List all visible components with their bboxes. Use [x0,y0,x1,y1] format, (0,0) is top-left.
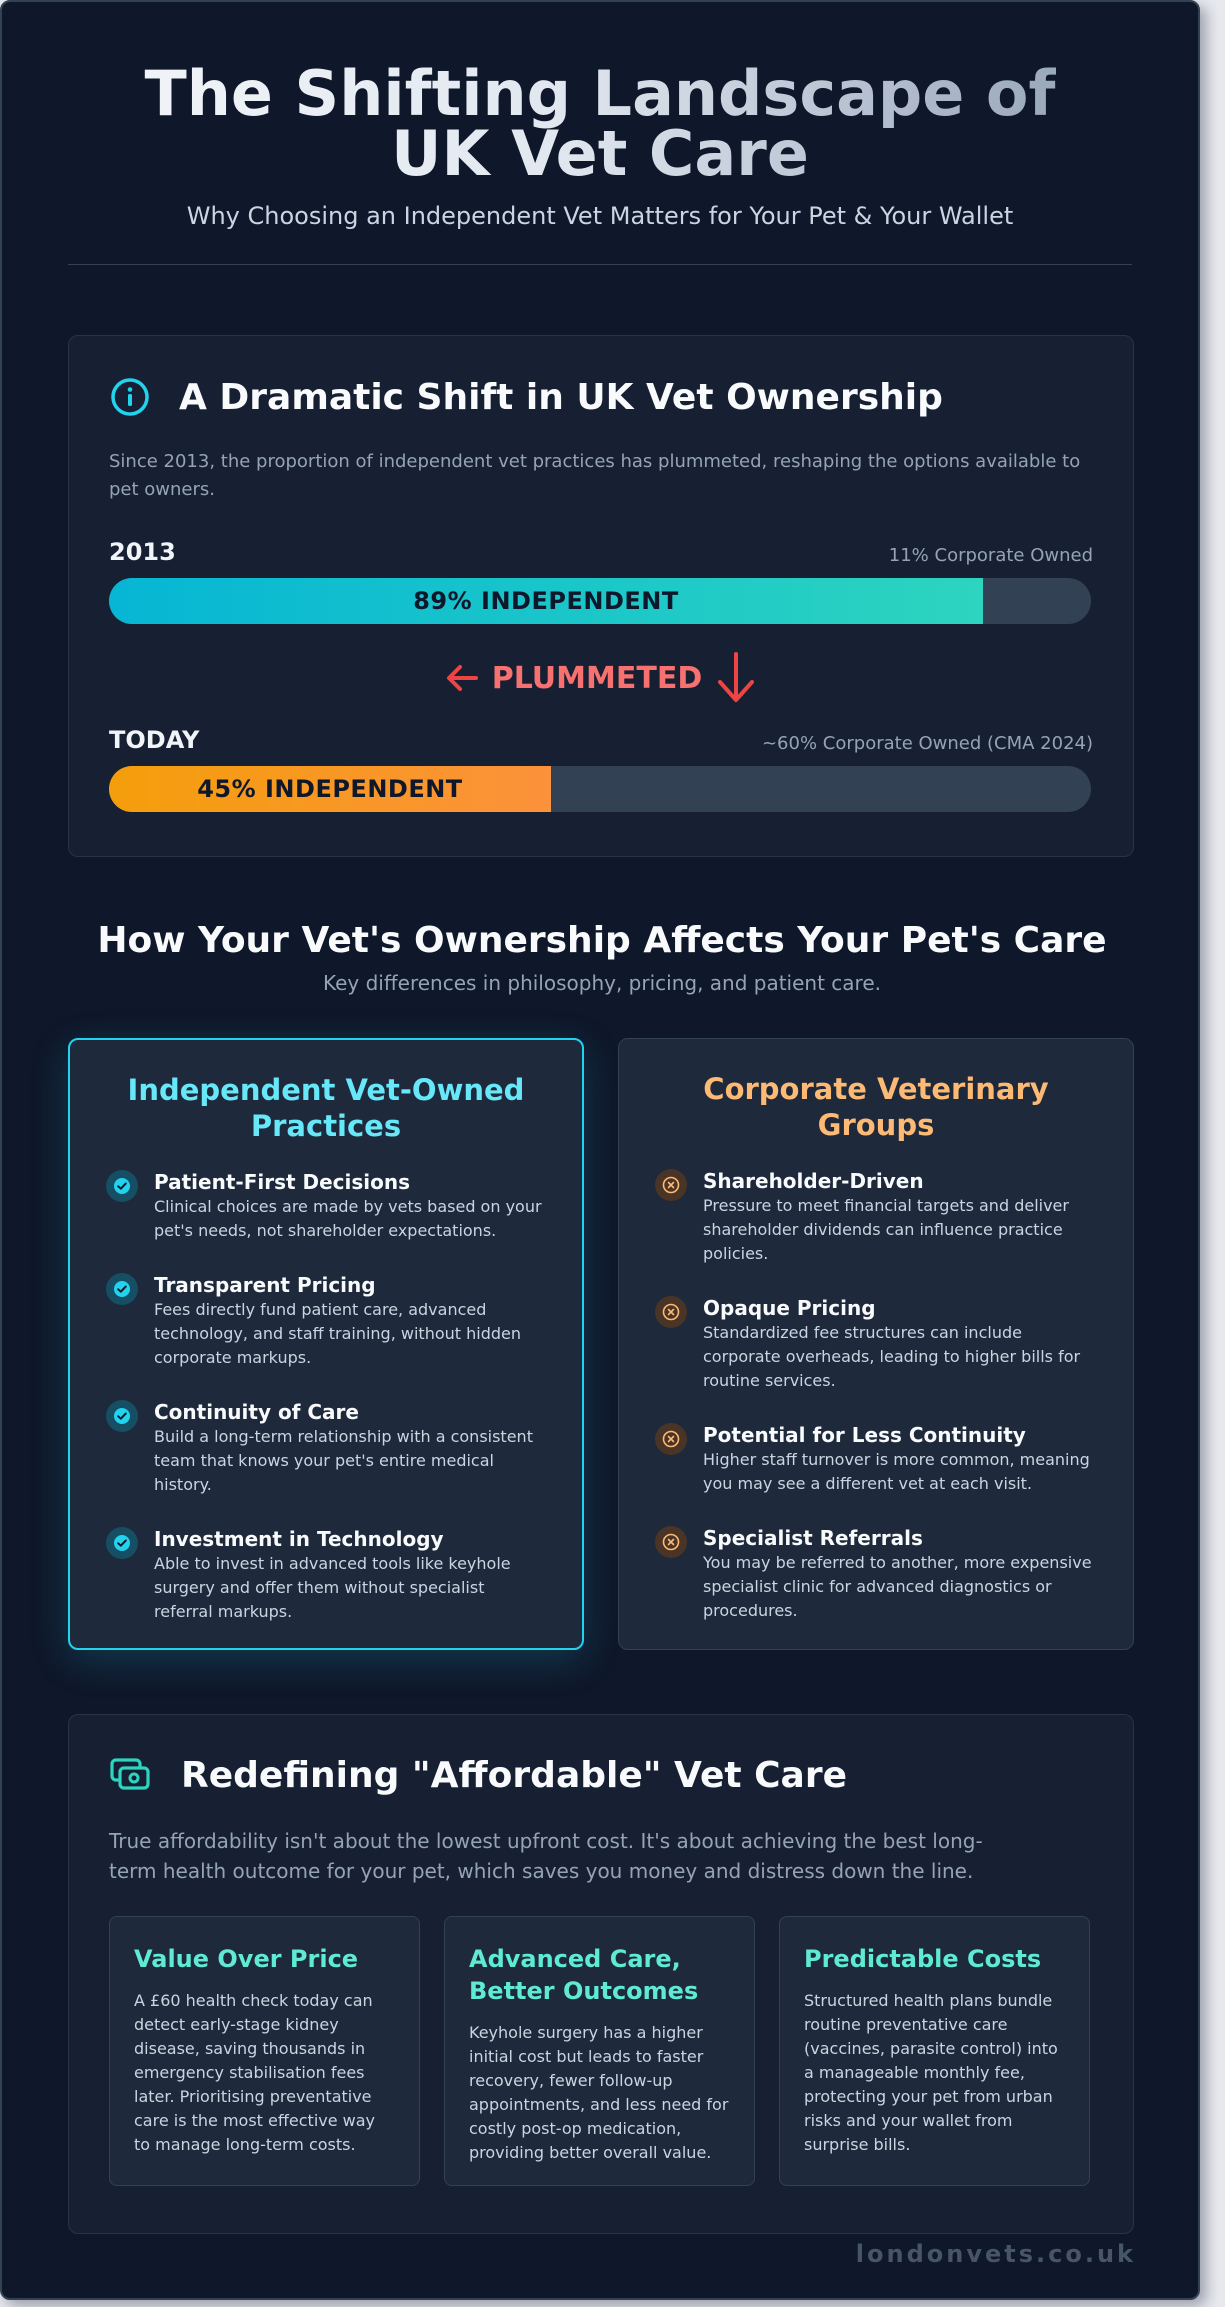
footer-site-link[interactable]: londonvets.co.uk [855,2240,1136,2268]
item-title: Specialist Referrals [703,1526,923,1550]
page-header [2,2,1198,230]
item-title: Continuity of Care [154,1400,359,1424]
check-circle-icon [106,1400,138,1432]
plummet-label: PLUMMETED [491,660,703,696]
independent-heading: Independent Vet-Owned Practices [127,1073,525,1143]
item-text: You may be referred to another, more expensive specialist clinic for advanced diagnostics or procedures. [703,1553,1092,1620]
arrow-down-icon [712,650,760,706]
item-text: Standardized fee structures can include corporate overheads, leading to higher bills for routine services. [703,1323,1081,1390]
bar-2013 [109,538,1093,624]
list-item [106,1170,546,1243]
page-subtitle: Why Choosing an Independent Vet Matters for Your Pet & Your Wallet [186,202,1014,230]
ownership-description: Since 2013, the proportion of independent vet practices has plummeted, reshaping the options available to pet owners. [109,451,1081,500]
mini-card-text: Keyhole surgery has a higher initial cost but leads to faster recovery, fewer follow-up appointments, and less need for costly post-op medication, providing better overall value. [469,2023,729,2162]
mini-card-title: Value Over Price [134,1945,359,1973]
plummet-indicator [109,650,1093,706]
bar-year-2013: 2013 [109,538,176,566]
header-divider [68,264,1132,265]
x-circle-icon [655,1526,687,1558]
mini-card-title: Advanced Care, Better Outcomes [469,1945,699,2005]
list-item [106,1400,546,1497]
item-title: Potential for Less Continuity [703,1423,1026,1447]
ownership-title: A Dramatic Shift in UK Vet Ownership [179,376,943,418]
affordable-title: Redefining "Affordable" Vet Care [181,1755,847,1796]
item-text: Clinical choices are made by vets based on your pet's needs, not shareholder expectations. [154,1197,542,1240]
item-title: Shareholder-Driven [703,1169,924,1193]
arrow-left-icon [442,658,482,698]
list-item [655,1526,1097,1623]
comparison-subtitle: Key differences in philosophy, pricing, and patient care. [322,971,881,995]
list-item [655,1296,1097,1393]
bar-year-today: TODAY [109,726,200,754]
affordable-description: True affordability isn't about the lowest upfront cost. It's about achieving the best long-term health outcome for your pet, which saves you money and distress down the line. [109,1829,983,1883]
check-circle-icon [106,1170,138,1202]
bar-note-today: ~60% Corporate Owned (CMA 2024) [761,733,1093,754]
info-icon [109,376,151,418]
mini-card-text: A £60 health check today can detect early-stage kidney disease, saving thousands in emergency stabilisation fees later. Prioritising preventative care is the most effective way to manage long-term costs. [134,1991,376,2154]
bar-track-today [109,766,1091,812]
item-text: Fees directly fund patient care, advanced technology, and staff training, without hidden corporate markups. [154,1300,521,1367]
ownership-card [68,335,1134,857]
list-item [655,1423,1097,1496]
ownership-card-header [109,376,1093,418]
corporate-heading: Corporate Veterinary Groups [703,1072,1049,1142]
money-icon [109,1756,153,1796]
bar-note-2013: 11% Corporate Owned [888,545,1093,566]
comparison-header [2,920,1200,995]
item-text: Able to invest in advanced tools like keyhole surgery and offer them without specialist referral markups. [154,1554,511,1621]
bar-track-2013 [109,578,1091,624]
independent-column [68,1038,584,1650]
item-text: Build a long-term relationship with a consistent team that knows your pet's entire medical history. [154,1427,533,1494]
bar-today [109,726,1093,812]
list-item [106,1527,546,1624]
corporate-column [618,1038,1134,1650]
check-circle-icon [106,1527,138,1559]
comparison-title: How Your Vet's Ownership Affects Your Pet's Care [97,920,1107,961]
x-circle-icon [655,1169,687,1201]
independent-fill-today: 45% INDEPENDENT [109,766,551,812]
item-text: Higher staff turnover is more common, meaning you may see a different vet at each visit. [703,1450,1090,1493]
independent-fill-2013: 89% INDEPENDENT [109,578,983,624]
item-title: Opaque Pricing [703,1296,876,1320]
list-item [655,1169,1097,1266]
item-text: Pressure to meet financial targets and deliver shareholder dividends can influence practice policies. [703,1196,1069,1263]
advanced-care-card [444,1916,755,2186]
value-over-price-card [109,1916,420,2186]
affordable-card-header [109,1755,1093,1796]
page-title: The Shifting Landscape of UK Vet Care [100,64,1100,184]
affordable-card [68,1714,1134,2234]
predictable-costs-card [779,1916,1090,2186]
affordable-cards [109,1916,1093,2186]
item-title: Investment in Technology [154,1527,444,1551]
x-circle-icon [655,1423,687,1455]
mini-card-title: Predictable Costs [804,1945,1042,1973]
x-circle-icon [655,1296,687,1328]
check-circle-icon [106,1273,138,1305]
mini-card-text: Structured health plans bundle routine preventative care (vaccines, parasite control) into a manageable monthly fee, protecting your pet from urban risks and your wallet from surprise bills. [804,1991,1058,2154]
item-title: Transparent Pricing [154,1273,376,1297]
list-item [106,1273,546,1370]
item-title: Patient-First Decisions [154,1170,411,1194]
